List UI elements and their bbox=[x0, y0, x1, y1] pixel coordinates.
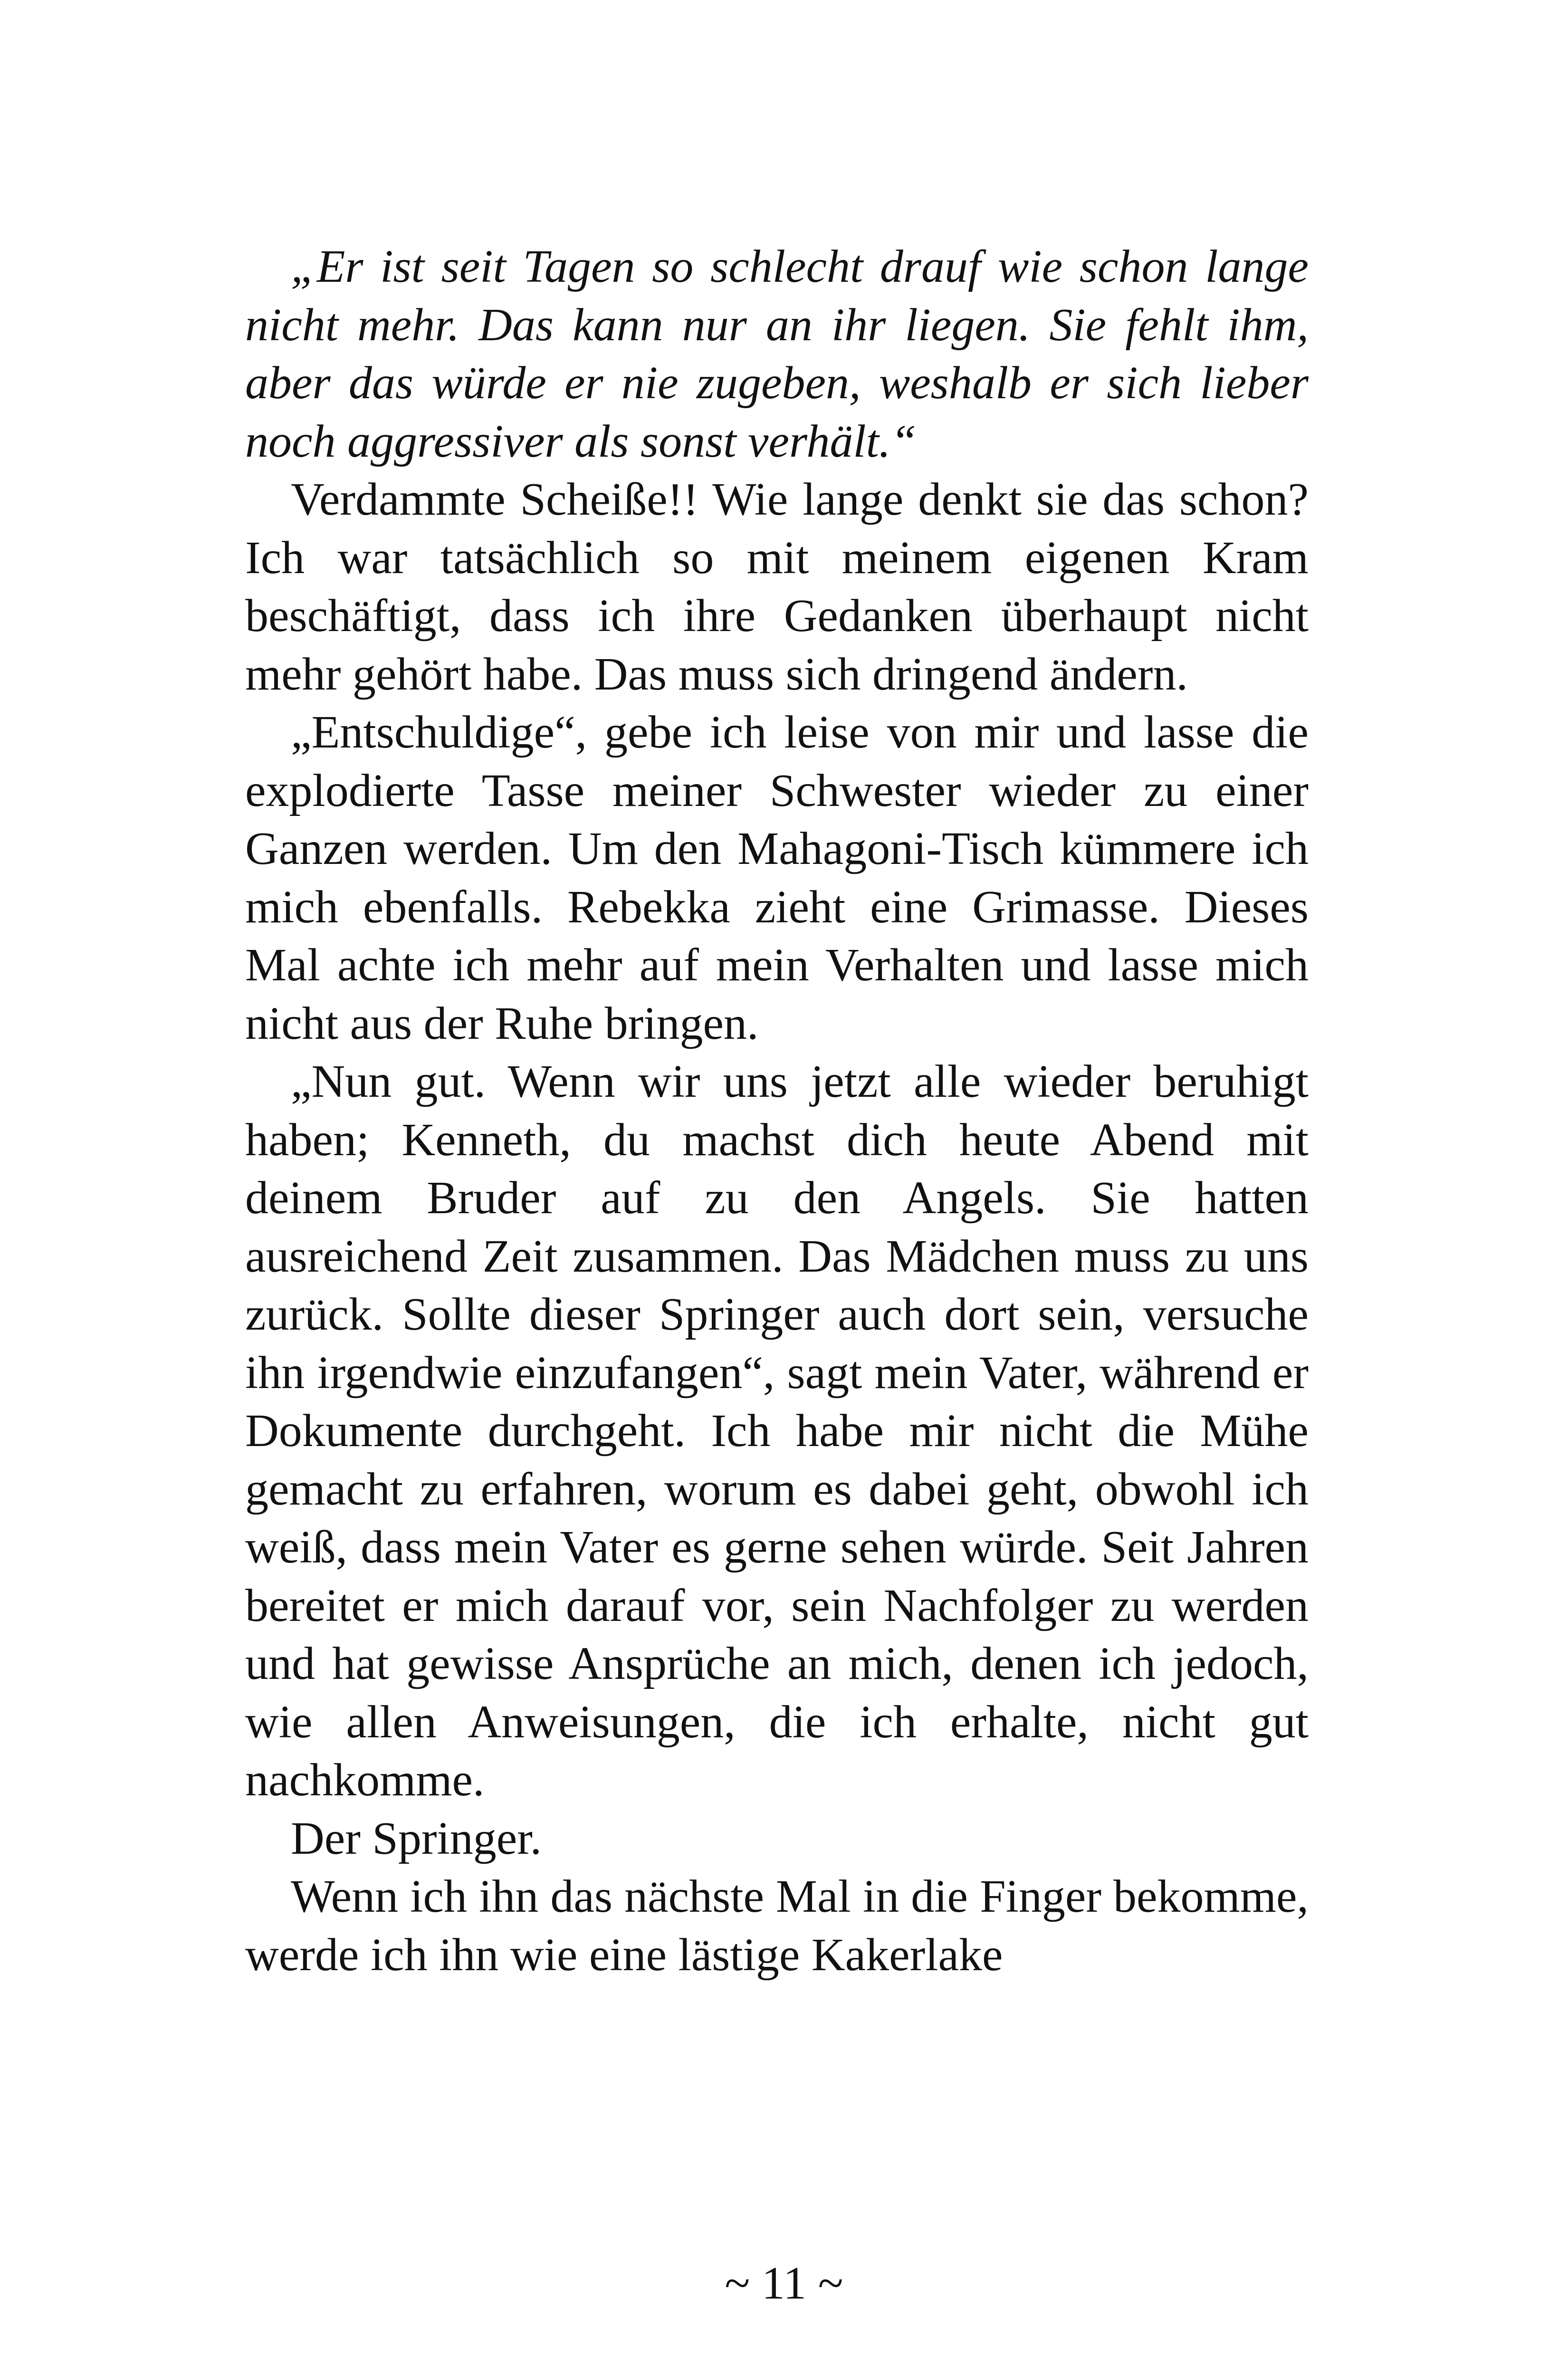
body-text bbox=[245, 238, 1309, 1984]
paragraph: Der Springer. bbox=[291, 1812, 542, 1864]
page-number: ~ 11 ~ bbox=[725, 2258, 843, 2309]
paragraph: „Nun gut. Wenn wir uns jetzt alle wieder beruhigt haben; Kenneth, du machst dich heute Abend mit deinem Bruder auf zu den Angels. Sie hatten ausreichend Zeit zusammen. Das Mädchen muss zu uns zurück. Sollte dieser Springer auch dort sein, versuche ihn irgendwie einzufangen“, sagt mein Vater, während er Dokumente durchgeht. Ich habe mir nicht die Mühe gemacht zu erfahren, worum es dabei geht, obwohl ich weiß, dass mein Vater es gerne sehen würde. Seit Jahren bereitet er mich darauf vor, sein Nachfolger zu werden und hat gewisse Ansprüche an mich, denen ich jedoch, wie allen Anweisungen, die ich erhalte, nicht gut nachkomme. bbox=[245, 1056, 1309, 1806]
paragraph: „Entschuldige“, gebe ich leise von mir und lasse die explodierte Tasse meiner Schwester wieder zu einer Ganzen werden. Um den Mahagoni-Tisch kümmere ich mich ebenfalls. Rebekka zieht eine Grimasse. Dieses Mal achte ich mehr auf mein Verhalten und lasse mich nicht aus der Ruhe bringen. bbox=[245, 707, 1309, 1049]
paragraph-italic-quote: „Er ist seit Tagen so schlecht drauf wie schon lange nicht mehr. Das kann nur an ihr liegen. Sie fehlt ihm, aber das würde er nie zugeben, weshalb er sich lieber noch aggressiver als sonst verhält.“ bbox=[245, 241, 1309, 467]
paragraph: Wenn ich ihn das nächste Mal in die Finger bekomme, werde ich ihn wie eine lästige Kakerlake bbox=[245, 1871, 1309, 1981]
paragraph: Verdammte Scheiße!! Wie lange denkt sie das schon? Ich war tatsächlich so mit meinem eigenen Kram beschäftigt, dass ich ihre Gedanken überhaupt nicht mehr gehört habe. Das muss sich dringend ändern. bbox=[245, 474, 1309, 700]
